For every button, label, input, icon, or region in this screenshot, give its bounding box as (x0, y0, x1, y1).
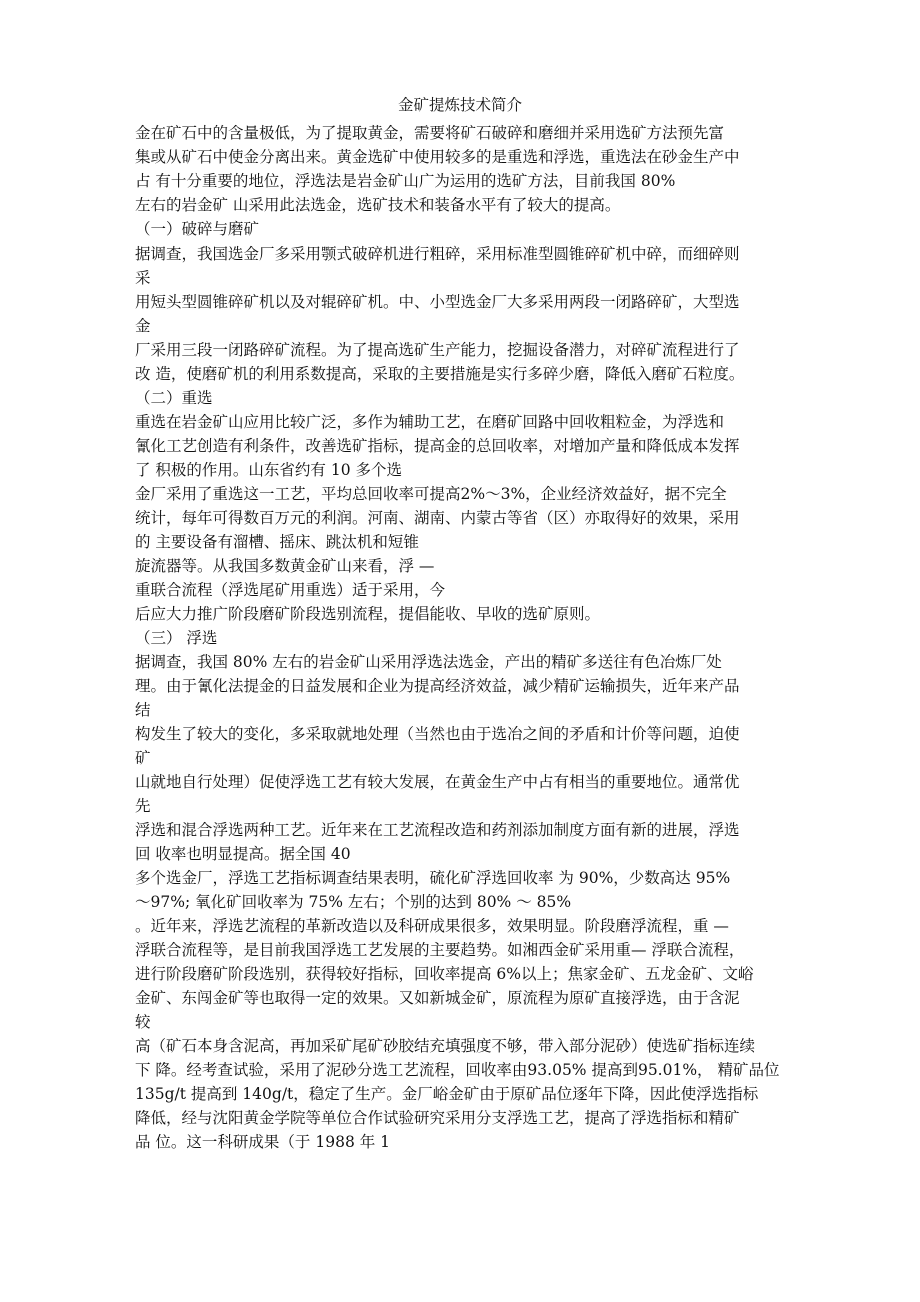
text-line: 矿 (135, 749, 151, 767)
text-line: 据调查，我国 80% 左右的岩金矿山采用浮选法选金，产出的精矿多送往有色冶炼厂处 (135, 653, 722, 671)
text-line: 旋流器等。从我国多数黄金矿山来看，浮 — (135, 557, 435, 575)
text-line: 的 主要设备有溜槽、摇床、跳汰机和短锥 (135, 533, 419, 551)
text-line: 理。由于氰化法提金的日益发展和企业为提高经济效益，减少精矿运输损失，近年来产品 (135, 677, 740, 695)
text-line: 后应大力推广阶段磨矿阶段选别流程，提倡能收、早收的选矿原则。 (135, 605, 601, 623)
text-line: 。近年来，浮选艺流程的革新改造以及科研成果很多，效果明显。阶段磨浮流程，重 — (135, 917, 729, 935)
text-line: 浮选和混合浮选两种工艺。近年来在工艺流程改造和药剂添加制度方面有新的进展，浮选 (135, 821, 740, 839)
text-line: 高（矿石本身含泥高，再加采矿尾矿砂胶结充填强度不够，带入部分泥砂）使选矿指标连续 (135, 1037, 756, 1055)
text-line: 构发生了较大的变化，多采取就地处理（当然也由于选冶之间的矛盾和计价等问题，迫使 (135, 725, 740, 743)
text-line: 左右的岩金矿 山采用此法选金，选矿技术和装备水平有了较大的提高。 (135, 196, 621, 214)
text-line: 品 位。这一科研成果（于 1988 年 1 (135, 1133, 391, 1151)
text-line: 改 造，使磨矿机的利用系数提高，采取的主要措施是实行多碎少磨，降低入磨矿石粒度。 (135, 365, 745, 383)
text-line: 金在矿石中的含量极低，为了提取黄金，需要将矿石破碎和磨细并采用选矿方法预先富 (135, 124, 725, 142)
text-line: 集或从矿石中使金分离出来。黄金选矿中使用较多的是重选和浮选，重选法在砂金生产中 (135, 148, 740, 166)
text-line: 降低，经与沈阳黄金学院等单位合作试验研究采用分支浮选工艺，提高了浮选指标和精矿 (135, 1109, 740, 1127)
document-title: 金矿提炼技术简介 (397, 96, 522, 114)
text-line: 金厂采用了重选这一工艺，平均总回收率可提高2%～3%，企业经济效益好，据不完全 (135, 485, 727, 503)
text-line: 统计，每年可得数百万元的利润。河南、湖南、内蒙古等省（区）亦取得好的效果，采用 (135, 509, 740, 527)
text-line: 金矿、东闯金矿等也取得一定的效果。又如新城金矿，原流程为原矿直接浮选，由于含泥 (135, 989, 740, 1007)
text-line: 山就地自行处理）促使浮选工艺有较大发展，在黄金生产中占有相当的重要地位。通常优 (135, 773, 740, 791)
text-line: 多个选金厂，浮选工艺指标调查结果表明，硫化矿浮选回收率 为 90%，少数高达 95% (135, 869, 731, 887)
section-heading: （一）破碎与磨矿 (135, 220, 260, 238)
text-line: 用短头型圆锥碎矿机以及对辊碎矿机。中、小型选金厂大多采用两段一闭路碎矿，大型选 (135, 293, 740, 311)
text-line: 下 降。经考查试验，采用了泥砂分选工艺流程，回收率由93.05% 提高到95.01%， 精矿品位 (135, 1061, 780, 1079)
text-line: 采 (135, 269, 151, 287)
text-line: 浮联合流程等，是目前我国浮选工艺发展的主要趋势。如湘西金矿采用重— 浮联合流程， (135, 941, 745, 959)
text-line: 较 (135, 1013, 151, 1031)
text-line: ～97%; 氧化矿回收率为 75% 左右；个别的达到 80% ～ 85% (135, 893, 572, 911)
text-line: 回 收率也明显提高。据全国 40 (135, 845, 351, 863)
section-heading: （二）重选 (135, 389, 213, 407)
text-line: 135g/t 提高到 140g/t，稳定了生产。金厂峪金矿由于原矿品位逐年下降，因此使浮选指标 (135, 1085, 759, 1103)
text-line: 重联合流程（浮选尾矿用重选）适于采用，今 (135, 581, 446, 599)
text-line: 氰化工艺创造有利条件，改善选矿指标，提高金的总回收率，对增加产量和降低成本发挥 (135, 437, 740, 455)
text-line: 重选在岩金矿山应用比较广泛，多作为辅助工艺，在磨矿回路中回收粗粒金，为浮选和 (135, 413, 725, 431)
text-line: 据调查，我国选金厂多采用颚式破碎机进行粗碎，采用标准型圆锥碎矿机中碎，而细碎则 (135, 245, 740, 263)
text-line: 进行阶段磨矿阶段选别，获得较好指标，回收率提高 6%以上；焦家金矿、五龙金矿、文峪 (135, 965, 754, 983)
section-heading: （三） 浮选 (135, 629, 218, 647)
text-line: 先 (135, 797, 151, 815)
text-line: 了 积极的作用。山东省约有 10 多个选 (135, 461, 403, 479)
text-line: 厂采用三段一闭路碎矿流程。为了提高选矿生产能力，挖掘设备潜力，对碎矿流程进行了 (135, 341, 740, 359)
text-line: 占 有十分重要的地位，浮选法是岩金矿山广为运用的选矿方法，目前我国 80% (135, 172, 676, 190)
text-line: 结 (135, 701, 151, 719)
text-line: 金 (135, 317, 151, 335)
